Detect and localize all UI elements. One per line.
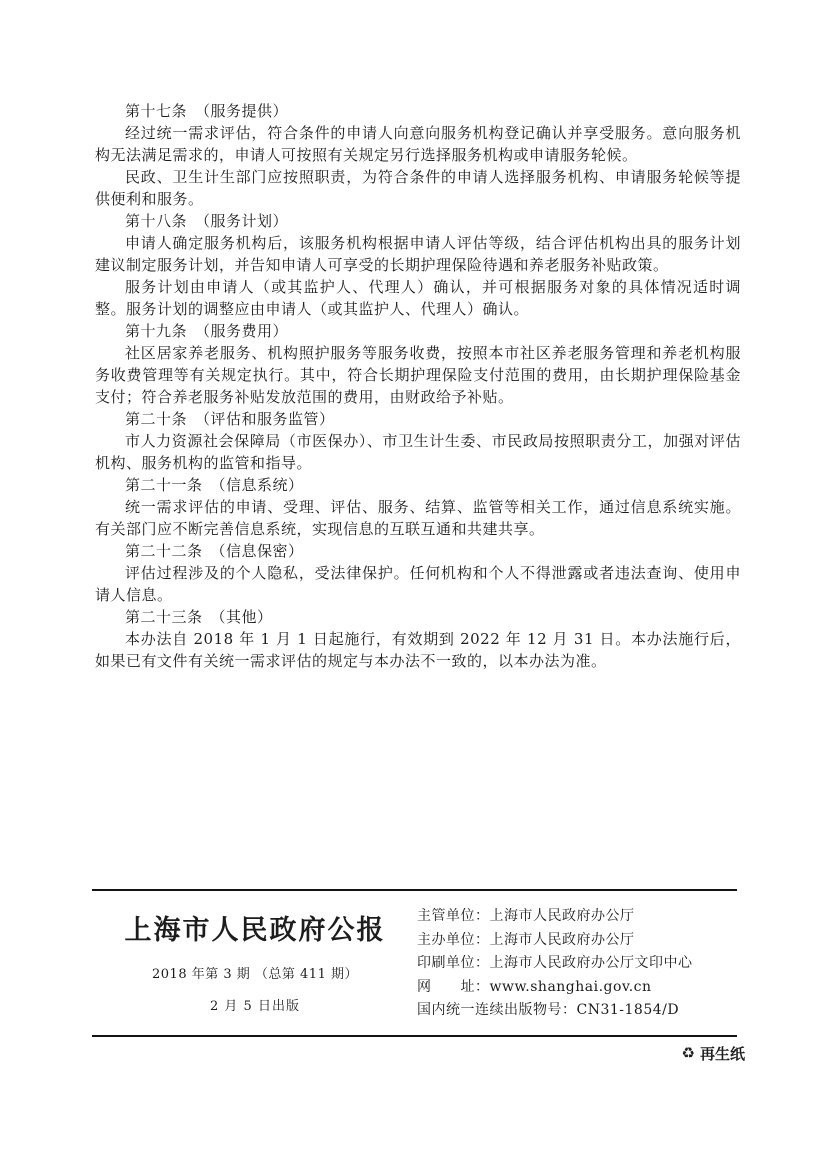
article-body <box>95 100 741 672</box>
article-paragraph: 评估过程涉及的个人隐私，受法律保护。任何机构和个人不得泄露或者违法查询、使用申请人信息。 <box>95 564 741 604</box>
footer-divider <box>92 889 737 891</box>
info-line-website: 网 址：www.shanghai.gov.cn <box>417 978 652 995</box>
info-line-printer: 印刷单位：上海市人民政府办公厅文印中心 <box>417 955 693 971</box>
article-heading: 第二十一条 （信息系统） <box>125 476 304 494</box>
publish-date: 2 月 5 日出版 <box>210 999 300 1014</box>
article-heading: 第十七条 （服务提供） <box>125 102 289 120</box>
article-paragraph: 民政、卫生计生部门应按照职责，为符合条件的申请人选择服务机构、申请服务轮候等提供便利和服务。 <box>95 168 741 208</box>
info-line-organizer: 主办单位：上海市人民政府办公厅 <box>417 931 635 948</box>
info-line-supervisor: 主管单位：上海市人民政府办公厅 <box>417 908 635 924</box>
article-heading: 第十八条 （服务计划） <box>125 212 289 230</box>
article-paragraph: 申请人确定服务机构后，该服务机构根据申请人评估等级，结合评估机构出具的服务计划建议制定服务计划，并告知申请人可享受的长期护理保险待遇和养老服务补贴政策。 <box>95 234 741 274</box>
recycle-icon: ♻ <box>681 1044 695 1062</box>
article-paragraph: 统一需求评估的申请、受理、评估、服务、结算、监管等相关工作，通过信息系统实施。有关部门应不断完善信息系统，实现信息的互联互通和共建共享。 <box>95 498 741 538</box>
article-heading: 第二十二条 （信息保密） <box>125 542 304 560</box>
article-heading: 第二十条 （评估和服务监管） <box>125 410 335 428</box>
article-paragraph: 经过统一需求评估，符合条件的申请人向意向服务机构登记确认并享受服务。意向服务机构无法满足需求的，申请人可按照有关规定另行选择服务机构或申请服务轮候。 <box>95 124 741 164</box>
bottom-divider <box>92 1035 737 1037</box>
info-line-issn: 国内统一连续出版物号：CN31-1854/D <box>417 1002 680 1018</box>
gazette-masthead <box>105 908 405 1014</box>
article-heading: 第二十三条 （其他） <box>125 608 273 626</box>
recycled-paper-mark <box>682 1043 745 1064</box>
gazette-title: 上海市人民政府公报 <box>124 915 386 946</box>
article-paragraph: 社区居家养老服务、机构照护服务等服务收费，按照本市社区养老服务管理和养老机构服务收费管理等有关规定执行。其中，符合长期护理保险支付范围的费用，由长期护理保险基金支付；符合养老服务补贴发放范围的费用，由财政给予补贴。 <box>95 344 741 406</box>
article-paragraph: 本办法自 2018 年 1 月 1 日起施行，有效期到 2022 年 12 月 31 日。本办法施行后，如果已有文件有关统一需求评估的规定与本办法不一致的，以本办法为准。 <box>95 630 741 670</box>
article-paragraph: 服务计划由申请人（或其监护人、代理人）确认，并可根据服务对象的具体情况适时调整。服务计划的调整应由申请人（或其监护人、代理人）确认。 <box>95 278 741 318</box>
recycled-paper-label: 再生纸 <box>699 1045 745 1063</box>
issue-line: 2018 年第 3 期 （总第 411 期） <box>152 967 358 982</box>
article-heading: 第十九条 （服务费用） <box>125 322 289 340</box>
article-paragraph: 市人力资源社会保障局（市医保办）、市卫生计生委、市民政局按照职责分工，加强对评估机构、服务机构的监管和指导。 <box>95 432 741 472</box>
publication-info <box>417 905 693 1023</box>
